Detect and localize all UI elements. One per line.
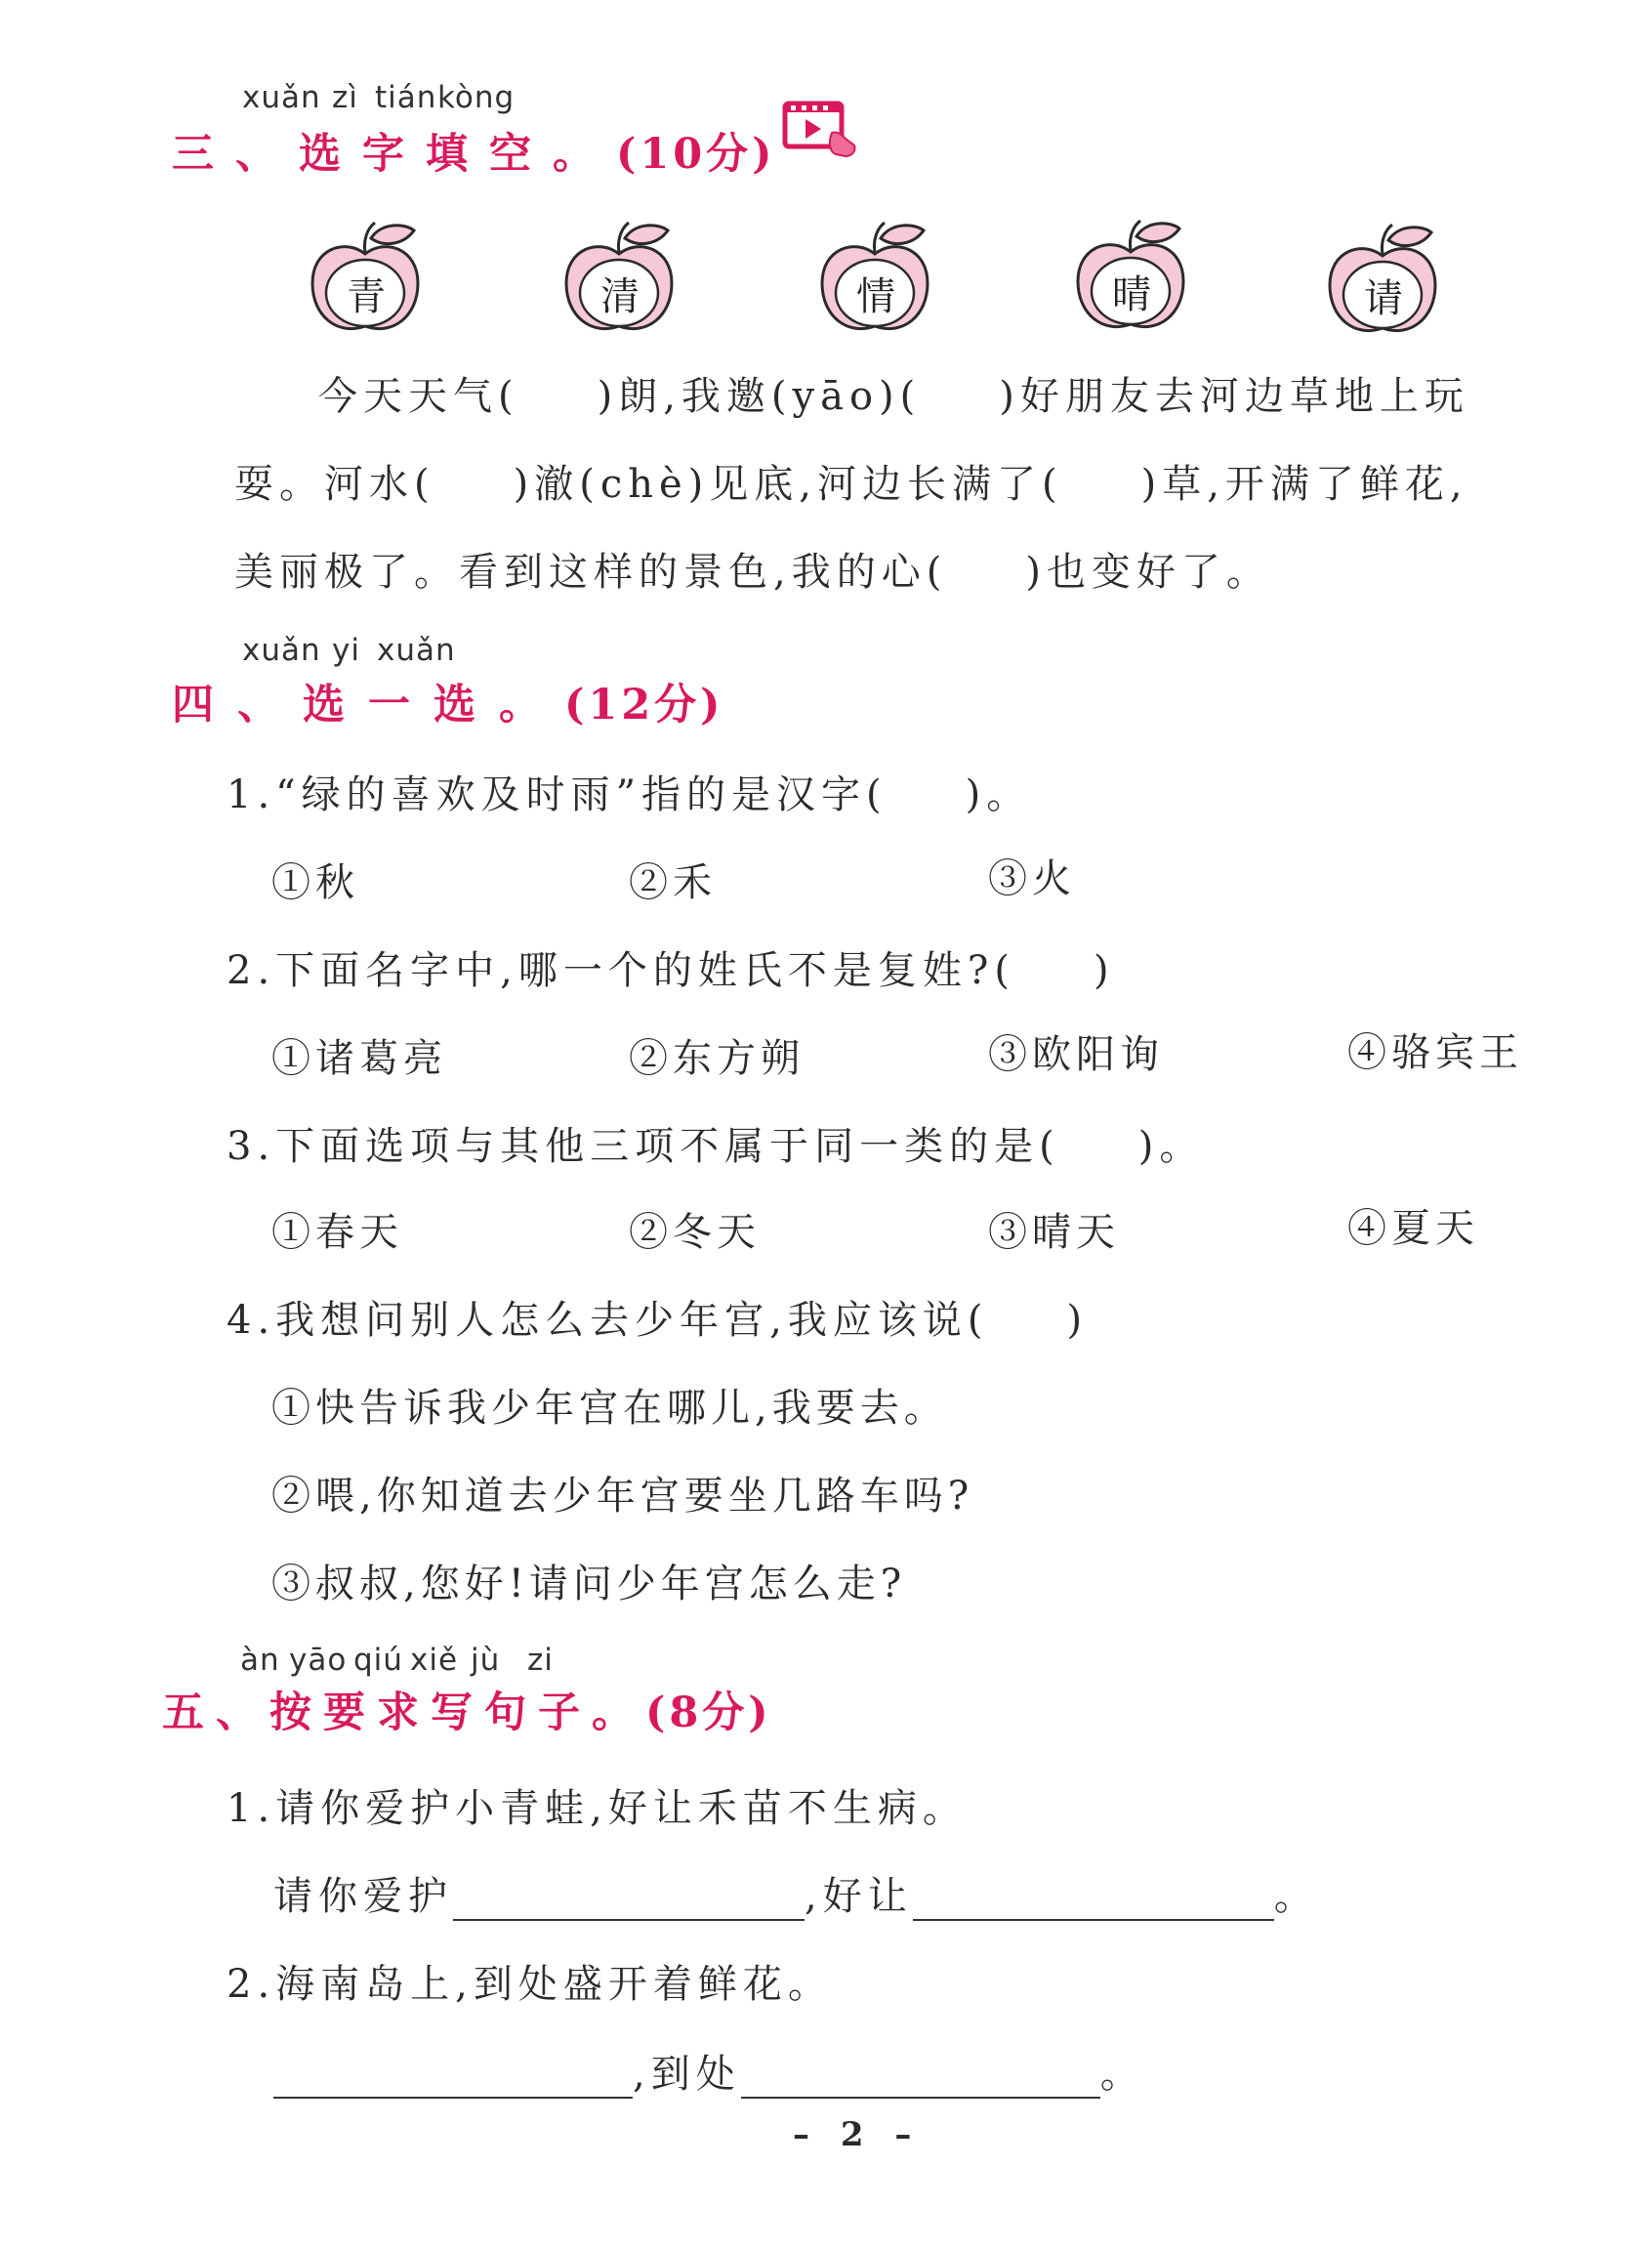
option[interactable]: ①快告诉我少年宫在哪儿,我要去。 (271, 1386, 948, 1431)
section4-score: (12分) (564, 681, 724, 729)
option[interactable]: ①诸葛亮 (271, 1036, 447, 1081)
rewrite-1-stem: 1.请你爱护小青蛙,好让禾苗不生病。 (227, 1786, 968, 1831)
answer-end: 。 (1099, 2052, 1145, 2097)
option[interactable]: ②东方朔 (629, 1036, 805, 1081)
option[interactable]: ③晴天 (988, 1210, 1120, 1255)
option[interactable]: ③欧阳询 (988, 1032, 1164, 1077)
rewrite-2-answer (273, 2043, 1145, 2099)
passage-text: 美丽极了。看到这样的景色,我的心( (234, 550, 948, 595)
apple-card (303, 215, 430, 342)
section5-pinyin (240, 1643, 592, 1678)
pinyin-syllable: jù (471, 1643, 501, 1678)
passage-text: )好朋友去河边草地上玩 (999, 374, 1469, 419)
option[interactable]: ①秋 (271, 860, 359, 905)
pinyin-syllable: zì (332, 80, 358, 115)
pinyin-syllable: yi (332, 633, 360, 668)
option[interactable]: ④夏天 (1347, 1206, 1479, 1251)
pinyin-syllable: kòng (437, 80, 516, 115)
question-text: 3.下面选项与其他三项不属于同一类的是( (227, 1124, 1060, 1169)
passage-line-1 (318, 365, 1469, 421)
apple-card (1320, 217, 1447, 344)
section4-heading (172, 672, 724, 731)
section4-title: 四、选一选。 (172, 681, 564, 729)
section5-title: 五、按要求写句子。 (162, 1688, 645, 1737)
question-text: ) (1066, 1298, 1089, 1343)
question-3-stem (227, 1115, 1204, 1171)
section5-score: (8分) (645, 1688, 772, 1737)
passage-text: )朗,我邀(yāo)( (597, 374, 922, 419)
rewrite-1-answer (273, 1865, 1319, 1921)
pinyin-syllable: àn (240, 1643, 280, 1678)
rewrite-2-stem: 2.海南岛上,到处盛开着鲜花。 (227, 1962, 833, 2007)
answer-connector: ,到处 (633, 2052, 741, 2097)
section3-pinyin (242, 80, 535, 115)
section3-heading (172, 121, 776, 181)
apple-character: 请 (1364, 276, 1403, 321)
passage-text: )也变好了。 (1025, 550, 1271, 595)
question-text: 2.下面名字中,哪一个的姓氏不是复姓?( (227, 948, 1015, 993)
answer-line[interactable] (913, 1882, 1274, 1921)
answer-line[interactable] (741, 2060, 1100, 2099)
apple-character: 晴 (1112, 272, 1151, 317)
section3-title: 三、选字填空。 (172, 130, 616, 179)
question-1-stem (227, 764, 1031, 819)
answer-end: 。 (1273, 1874, 1319, 1919)
answer-connector: ,好让 (805, 1874, 913, 1919)
option[interactable]: ②禾 (629, 860, 717, 905)
apple-character: 情 (856, 274, 895, 319)
pinyin-syllable: tián (375, 80, 437, 115)
question-text: 1.“绿的喜欢及时雨”指的是汉字( (227, 772, 888, 817)
pinyin-syllable: xuǎn (242, 633, 321, 668)
answer-line[interactable] (453, 1882, 805, 1921)
apple-card (1068, 213, 1195, 340)
video-play-icon[interactable] (781, 98, 859, 162)
apple-card (812, 215, 939, 342)
pinyin-syllable: zi (527, 1643, 554, 1678)
pinyin-syllable: xiě (410, 1643, 459, 1678)
section5-heading (162, 1680, 772, 1739)
page-number: – 2 – (793, 2115, 922, 2154)
passage-text: 今天天气( (318, 374, 519, 419)
section3-score: (10分) (616, 130, 776, 179)
pinyin-syllable: xuǎn (377, 633, 456, 668)
option[interactable]: ④骆宾王 (1347, 1030, 1523, 1075)
option[interactable]: ③叔叔,您好!请问少年宫怎么走? (271, 1562, 907, 1606)
question-4-stem (227, 1289, 1088, 1345)
option[interactable]: ②喂,你知道去少年宫要坐几路车吗? (271, 1474, 974, 1519)
apple-character: 青 (347, 274, 386, 319)
question-2-stem (227, 939, 1115, 995)
section4-pinyin (242, 633, 535, 668)
apple-card (557, 215, 683, 342)
answer-prefix: 请你爱护 (273, 1874, 453, 1919)
passage-line-3 (234, 541, 1271, 597)
question-text: ) (1093, 948, 1115, 993)
pinyin-syllable: yāo (289, 1643, 348, 1678)
pinyin-syllable: qiú (353, 1643, 403, 1678)
question-text: )。 (1137, 1124, 1205, 1169)
passage-text: 耍。河水( (234, 462, 435, 507)
option[interactable]: ③火 (988, 856, 1076, 901)
question-text: 4.我想问别人怎么去少年宫,我应该说( (227, 1298, 989, 1343)
option[interactable]: ②冬天 (629, 1210, 761, 1255)
answer-line[interactable] (273, 2060, 633, 2099)
question-text: )。 (965, 772, 1032, 817)
apple-character: 清 (600, 274, 640, 319)
pinyin-syllable: xuǎn (242, 80, 321, 115)
passage-text: )澈(chè)见底,河边长满了( (513, 462, 1063, 507)
option[interactable]: ①春天 (271, 1210, 403, 1255)
passage-line-2 (234, 453, 1468, 509)
passage-text: )草,开满了鲜花, (1140, 462, 1468, 507)
